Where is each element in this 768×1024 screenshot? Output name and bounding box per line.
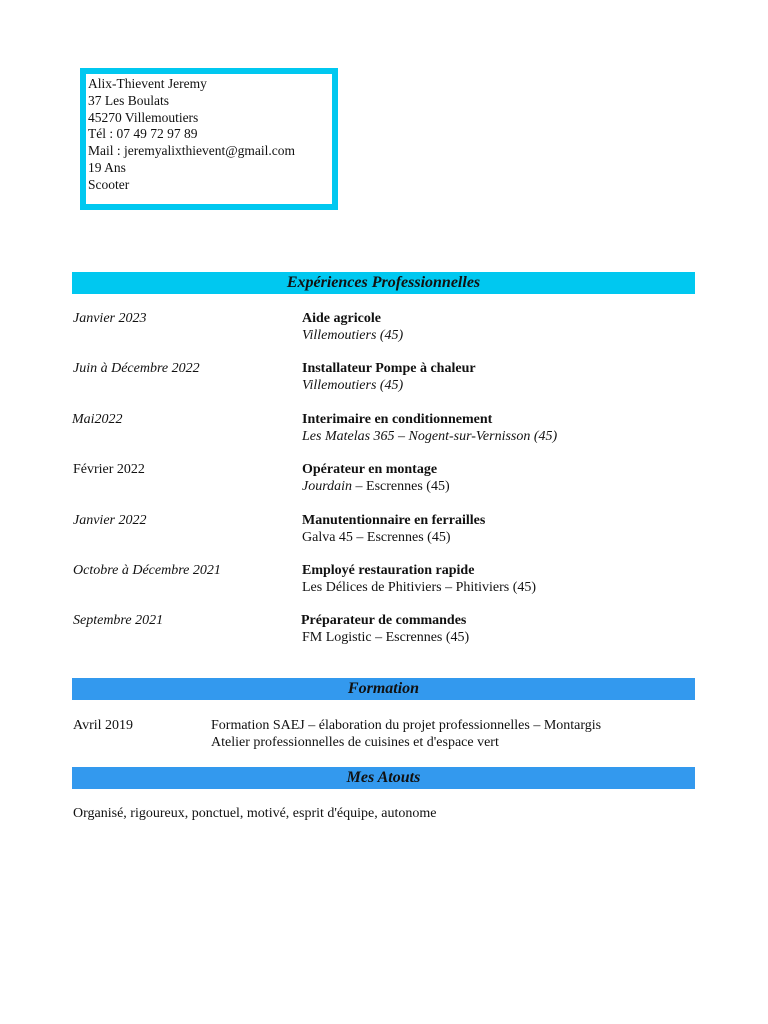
experience-place: Jourdain – Escrennes (45) <box>302 479 450 494</box>
experience-title: Manutentionnaire en ferrailles <box>302 513 486 528</box>
section-heading-experiences: Expériences Professionnelles <box>72 272 695 294</box>
atouts-text: Organisé, rigoureux, ponctuel, motivé, esprit d'équipe, autonome <box>73 806 437 821</box>
contact-name: Alix-Thievent Jeremy <box>88 76 207 91</box>
contact-phone: Tél : 07 49 72 97 89 <box>88 126 198 142</box>
formation-line: Atelier professionnelles de cuisines et d'espace vert <box>211 735 499 750</box>
experience-title: Aide agricole <box>302 311 381 326</box>
experience-date: Janvier 2022 <box>73 513 147 528</box>
section-heading-formation: Formation <box>72 678 695 700</box>
experience-date: Mai2022 <box>72 412 123 427</box>
experience-date: Janvier 2023 <box>73 311 147 326</box>
contact-email: Mail : jeremyalixthievent@gmail.com <box>88 143 296 159</box>
experience-date: Septembre 2021 <box>73 613 164 628</box>
experience-title: Installateur Pompe à chaleur <box>302 361 476 376</box>
experience-place: Villemoutiers (45) <box>302 378 404 393</box>
experience-date: Juin à Décembre 2022 <box>73 361 200 376</box>
contact-city: 45270 Villemoutiers <box>88 109 199 125</box>
experience-place: Les Matelas 365 – Nogent-sur-Vernisson (45) <box>302 429 558 444</box>
formation-line: Formation SAEJ – élaboration du projet professionnelles – Montargis <box>211 718 602 733</box>
experience-date: Février 2022 <box>73 462 145 477</box>
contact-box <box>80 68 338 210</box>
experience-title: Opérateur en montage <box>302 462 438 477</box>
formation-date: Avril 2019 <box>73 718 134 733</box>
contact-address: 37 Les Boulats <box>88 92 169 108</box>
experience-title: Préparateur de commandes <box>301 613 467 628</box>
experience-place: Villemoutiers (45) <box>302 328 404 343</box>
experience-place: Les Délices de Phitiviers – Phitiviers (45) <box>302 580 537 595</box>
section-heading-atouts: Mes Atouts <box>72 767 695 789</box>
contact-vehicle: Scooter <box>88 176 130 192</box>
experience-place: FM Logistic – Escrennes (45) <box>302 630 470 645</box>
experience-date: Octobre à Décembre 2021 <box>73 563 221 578</box>
experience-place: Galva 45 – Escrennes (45) <box>302 530 451 545</box>
contact-age: 19 Ans <box>88 159 126 175</box>
experience-title: Employé restauration rapide <box>302 563 475 578</box>
experience-title: Interimaire en conditionnement <box>302 412 493 427</box>
